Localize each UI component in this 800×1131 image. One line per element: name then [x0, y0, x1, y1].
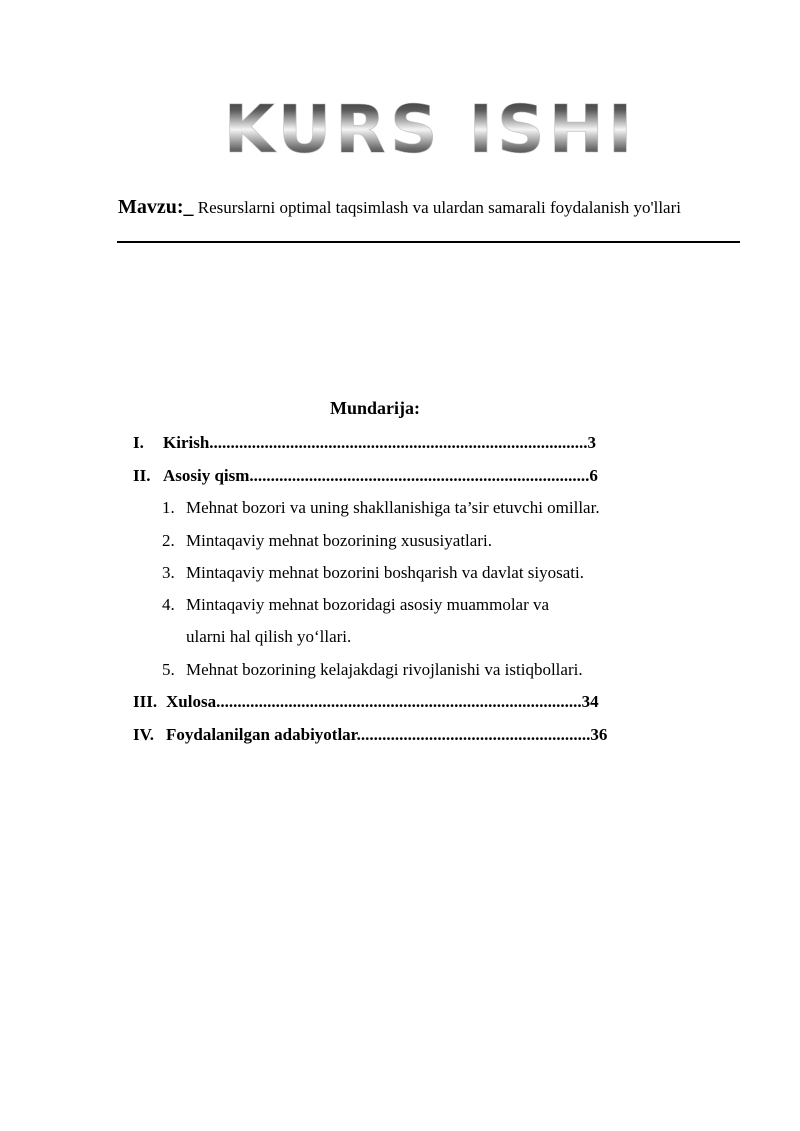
toc-item-adabiyotlar	[133, 724, 607, 746]
title-wordart	[200, 90, 660, 165]
toc-number: 4.	[162, 595, 175, 614]
toc-number: IV.	[133, 725, 154, 744]
topic-line	[118, 196, 748, 219]
toc-text: Mehnat bozorining kelajakdagi rivojlanishi va istiqbollari.	[186, 660, 583, 679]
toc-text: Mintaqaviy mehnat bozorining xususiyatlari.	[186, 531, 492, 550]
toc-subitem-4-continued	[162, 626, 351, 648]
toc-text: Mintaqaviy mehnat bozoridagi asosiy muammolar va	[186, 595, 550, 614]
title-text: KURS ISHI	[223, 91, 637, 165]
toc-number: 2.	[162, 531, 175, 550]
toc-text: Xulosa......................................................................................34	[166, 692, 599, 711]
toc-number: II.	[133, 466, 151, 485]
toc-subitem-2	[162, 530, 492, 552]
toc-number: III.	[133, 692, 158, 711]
toc-heading: Mundarija:	[330, 398, 420, 418]
toc-text: Mehnat bozori va uning shakllanishiga ta’sir etuvchi omillar.	[186, 498, 600, 517]
toc-text: Asosiy qism................................................................................6	[163, 466, 598, 485]
toc-number: 1.	[162, 498, 175, 517]
toc-item-asosiy-qism	[133, 465, 598, 487]
toc-number: 3.	[162, 563, 175, 582]
toc-text: Mintaqaviy mehnat bozorini boshqarish va davlat siyosati.	[186, 563, 585, 582]
title-wordart-graphic	[200, 90, 660, 165]
toc-subitem-4	[162, 594, 549, 616]
toc-text: Foydalanilgan adabiyotlar.......................................................36	[166, 725, 608, 744]
topic-label: Mavzu:_	[118, 196, 194, 218]
toc-subitem-3	[162, 562, 584, 584]
toc-item-xulosa	[133, 691, 599, 713]
toc-number: 5.	[162, 660, 175, 679]
toc-subitem-1	[162, 497, 600, 519]
topic-text: Resurslarni optimal taqsimlash va ulardan samarali foydalanish yo'llari	[193, 198, 681, 217]
toc-item-kirish	[133, 432, 596, 454]
toc-number: I.	[133, 433, 144, 452]
topic-underline	[117, 241, 740, 243]
toc-subitem-5	[162, 659, 583, 681]
toc-text: Kirish.........................................................................................3	[163, 433, 597, 452]
toc-text: ularni hal qilish yo‘llari.	[186, 627, 352, 646]
